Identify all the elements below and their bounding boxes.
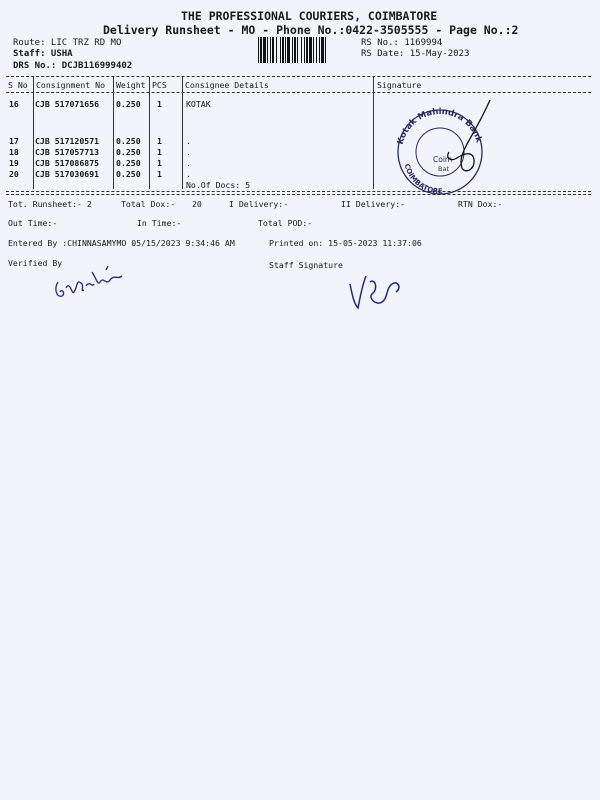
row-consignee: . bbox=[186, 147, 191, 157]
row-sno: 19 bbox=[9, 158, 19, 168]
row-weight: 0.250 bbox=[116, 99, 141, 109]
total-pod: Total POD:- bbox=[258, 218, 313, 228]
col-signature: Signature bbox=[377, 80, 422, 90]
col-divider bbox=[113, 77, 114, 189]
rs-number: RS No.: 1169994 bbox=[361, 38, 443, 48]
row-pcs: 1 bbox=[157, 147, 162, 157]
out-time: Out Time:- bbox=[8, 218, 58, 228]
no-of-docs: No.Of Docs: 5 bbox=[186, 180, 251, 190]
verifier-signature bbox=[48, 258, 138, 308]
barcode bbox=[258, 37, 354, 63]
col-pcs: PCS bbox=[152, 80, 167, 90]
row-consignee: . bbox=[186, 169, 191, 179]
col-divider bbox=[149, 77, 150, 189]
row-weight: 0.250 bbox=[116, 158, 141, 168]
drs-number: DRS No.: DCJB116999402 bbox=[13, 61, 133, 71]
row-pcs: 1 bbox=[157, 169, 162, 179]
in-time: In Time:- bbox=[137, 218, 182, 228]
row-sno: 20 bbox=[9, 169, 19, 179]
row-consignee: . bbox=[186, 136, 191, 146]
col-sno: S No bbox=[8, 80, 28, 90]
table-bottom-rule bbox=[6, 191, 591, 192]
tot-runsheet: Tot. Runsheet:- 2 bbox=[8, 199, 92, 209]
printed-on: Printed on: 15-05-2023 11:37:06 bbox=[269, 238, 422, 248]
route-label: Route: LIC TRZ RD MO bbox=[13, 38, 122, 48]
col-consignment: Consignment No bbox=[36, 80, 106, 90]
staff-signature-label: Staff Signature bbox=[269, 260, 343, 270]
row-consignee: . bbox=[186, 158, 191, 168]
stamp-bank-name: Kotak Mahindra Bank bbox=[395, 106, 484, 146]
row-weight: 0.250 bbox=[116, 147, 141, 157]
row-weight: 0.250 bbox=[116, 136, 141, 146]
stamp-center-line1: Coim bbox=[433, 155, 453, 164]
total-dox-label: Total Dox:- bbox=[121, 199, 176, 209]
stamp-city: COIMBATORE bbox=[402, 162, 443, 196]
row-consignment: CJB 517030691 bbox=[35, 169, 100, 179]
company-title: THE PROFESSIONAL COURIERS, COIMBATORE bbox=[181, 9, 438, 23]
row-consignment: CJB 517120571 bbox=[35, 136, 100, 146]
runsheet-title: Delivery Runsheet - MO - Phone No.:0422-3505555 - Page No.:2 bbox=[103, 23, 519, 37]
col-divider bbox=[373, 77, 374, 189]
col-consignee: Consignee Details bbox=[185, 80, 269, 90]
rs-date: RS Date: 15-May-2023 bbox=[361, 49, 470, 59]
i-delivery: I Delivery:- bbox=[229, 199, 289, 209]
consignee-signature bbox=[405, 96, 505, 186]
row-sno: 16 bbox=[9, 99, 19, 109]
col-weight: Weight bbox=[116, 80, 146, 90]
row-consignment: CJB 517086875 bbox=[35, 158, 100, 168]
staff-label: Staff: USHA bbox=[13, 49, 73, 59]
total-dox-value: 20 bbox=[192, 199, 202, 209]
row-pcs: 1 bbox=[157, 99, 162, 109]
col-divider bbox=[33, 77, 34, 189]
row-weight: 0.250 bbox=[116, 169, 141, 179]
staff-signature bbox=[342, 268, 412, 318]
table-top-rule bbox=[6, 76, 591, 77]
row-consignee: KOTAK bbox=[186, 99, 211, 109]
row-consignment: CJB 517071656 bbox=[35, 99, 100, 109]
verified-by-label: Verified By bbox=[8, 258, 63, 268]
rtn-dox: RTN Dox:- bbox=[458, 199, 503, 209]
table-header-rule bbox=[6, 92, 591, 93]
row-consignment: CJB 517057713 bbox=[35, 147, 100, 157]
stamp-center-line2: Bat bbox=[438, 165, 449, 173]
row-pcs: 1 bbox=[157, 158, 162, 168]
ii-delivery: II Delivery:- bbox=[341, 199, 406, 209]
row-sno: 18 bbox=[9, 147, 19, 157]
row-sno: 17 bbox=[9, 136, 19, 146]
row-pcs: 1 bbox=[157, 136, 162, 146]
col-divider bbox=[182, 77, 183, 189]
entered-by: Entered By :CHINNASAMYMO 05/15/2023 9:34:46 AM bbox=[8, 238, 235, 248]
table-bottom-rule bbox=[6, 194, 591, 195]
